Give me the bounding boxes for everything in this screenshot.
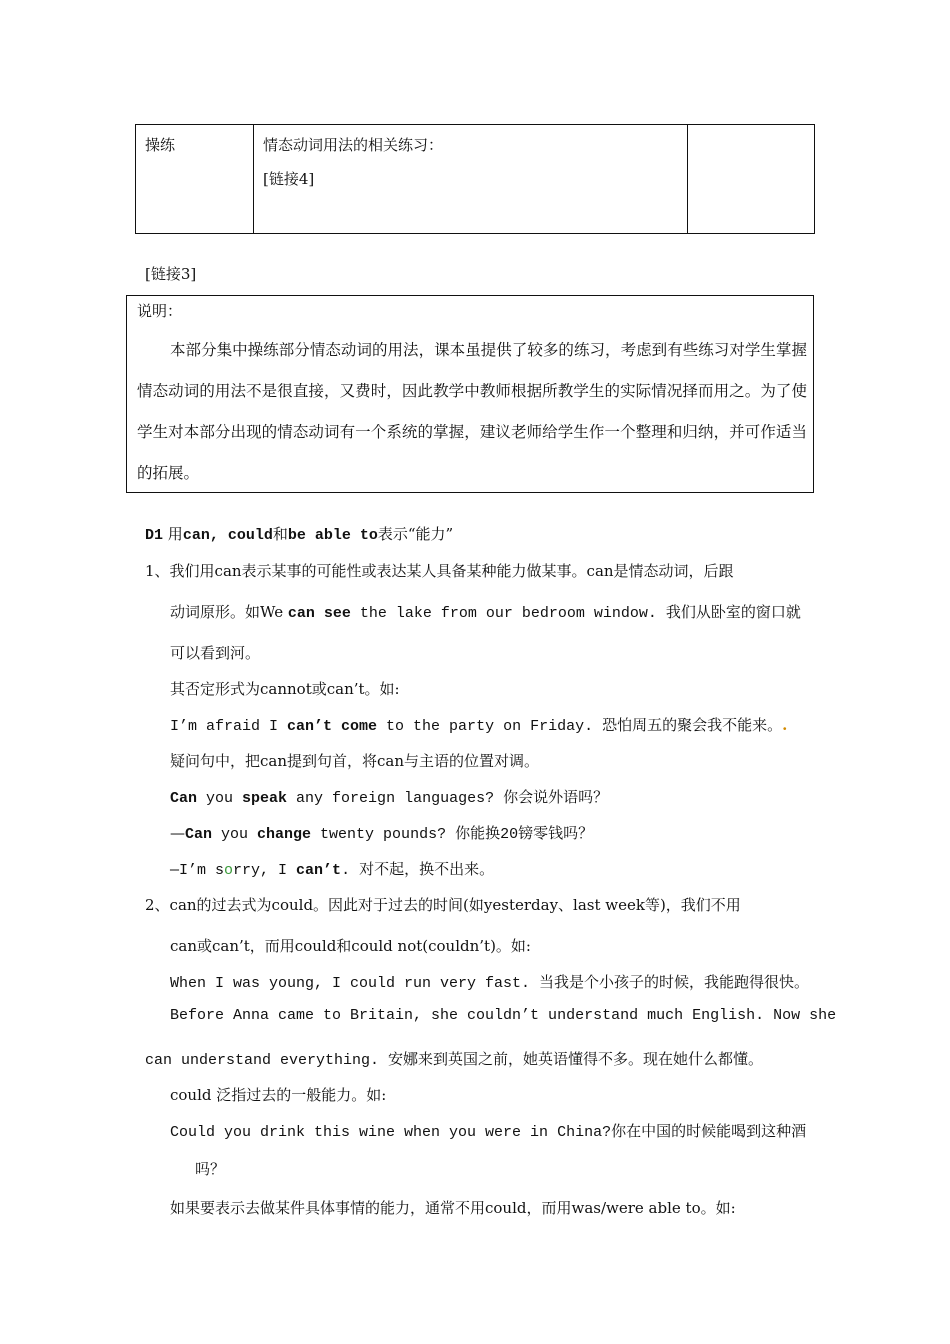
item1-example4-mark: o	[224, 862, 234, 879]
item2-line1-text: can的过去式为could。因此对于过去的时间(如yesterday、last week等)，我们不用	[169, 896, 741, 914]
section-keyword-1: can, could	[182, 527, 273, 544]
section-text-2: 和	[272, 525, 288, 543]
item1-example2-b: you	[197, 790, 243, 807]
practice-content-line1: 情态动词用法的相关练习：	[263, 136, 444, 154]
item1-example2	[170, 786, 608, 807]
item2-example2-line2: can understand everything. 安娜来到英国之前，她英语懂得不多。现在她什么都懂。	[145, 1052, 764, 1069]
item1-example1-keyword: can’t come	[287, 718, 378, 735]
item1-example4-b: rry, I	[233, 862, 297, 879]
item1-line2-c: the lake from our bedroom window. 我们从卧室的窗口就	[350, 605, 801, 622]
item1-example1-a: I’m afraid I	[170, 718, 288, 735]
item2-line2: can或can’t，而用could和could not(couldn’t)。如:	[170, 937, 531, 955]
item1-example3-c: you	[212, 826, 258, 843]
practice-label: 操练	[145, 136, 176, 154]
item1-line2-keyword: can see	[287, 605, 351, 622]
practice-content	[254, 125, 687, 196]
note-title: 说明：	[137, 302, 183, 320]
practice-content-cell	[254, 125, 688, 234]
item1-line3: 可以看到河。	[170, 644, 261, 662]
item2-last-line: 如果要表示去做某件具体事情的能力，通常不用could，而用was/were able to。如:	[170, 1199, 736, 1217]
item2-line1	[145, 894, 741, 915]
section-text-1: 用	[167, 525, 183, 543]
item1-example3-b: Can	[185, 826, 213, 843]
item2-number: 2、	[145, 896, 170, 914]
item1-example3-dash: —	[170, 824, 185, 842]
item1-line1	[145, 560, 734, 581]
item1-line1-text: 我们用can表示某事的可能性或表达某人具备某种能力做某事。can是情态动词，后跟	[169, 562, 734, 580]
item1-example3-keyword: change	[257, 826, 312, 843]
note-box	[126, 295, 814, 493]
item1-example1-c: to the party on Friday. 恐怕周五的聚会我不能来。	[377, 718, 783, 735]
practice-label-cell	[136, 125, 254, 234]
item2-example3-line1: Could you drink this wine when you were in China?你在中国的时候能喝到这种酒	[170, 1124, 807, 1141]
item1-example4	[170, 858, 494, 879]
practice-right-cell	[688, 125, 815, 234]
item1-number: 1、	[145, 562, 170, 580]
item1-example1-mark: .	[782, 716, 788, 734]
practice-table	[135, 124, 815, 234]
item1-example4-keyword: can’t	[296, 862, 342, 879]
section-keyword-2: be able to	[287, 527, 378, 544]
item1-example4-a: —I’m s	[170, 862, 225, 879]
item1-line2-a: 动词原形。如We	[170, 603, 288, 621]
item1-example2-keyword: speak	[242, 790, 288, 807]
section-text-3: 表示“能力”	[377, 525, 454, 543]
item2-example2-line1: Before Anna came to Britain, she couldn’t understand much English. Now she	[170, 1007, 837, 1024]
item2-general: could 泛指过去的一般能力。如:	[170, 1086, 387, 1104]
link4[interactable]: [链接4]	[263, 170, 315, 188]
note-paragraph: 本部分集中操练部分情态动词的用法，课本虽提供了较多的练习，考虑到有些练习对学生掌握情态动词的用法不是很直接，又费时，因此教学中教师根据所教学生的实际情况择而用之。为了使学生对本部分出现的情态动词有一个系统的掌握，建议老师给学生作一个整理和归纳，并可作适当的拓展。	[137, 341, 807, 482]
link3-label[interactable]: [链接3]	[145, 265, 197, 283]
item1-negative-intro: 其否定形式为cannot或can’t。如:	[170, 680, 400, 698]
section-heading	[145, 523, 453, 544]
item1-question-intro: 疑问句中，把can提到句首，将can与主语的位置对调。	[170, 752, 540, 770]
item2-example3-line2: 吗？	[195, 1160, 226, 1178]
section-id: D1	[145, 527, 164, 544]
item1-example3	[170, 822, 593, 843]
item1-example2-a: Can	[170, 790, 198, 807]
item1-example3-e: twenty pounds? 你能换20镑零钱吗？	[311, 826, 594, 843]
item1-example1	[170, 714, 787, 735]
item1-example4-d: . 对不起，换不出来。	[341, 862, 495, 879]
item2-example1: When I was young, I could run very fast. 当我是个小孩子的时候，我能跑得很快。	[170, 975, 810, 992]
item1-example2-d: any foreign languages? 你会说外语吗？	[287, 790, 609, 807]
item1-line2	[170, 601, 801, 622]
